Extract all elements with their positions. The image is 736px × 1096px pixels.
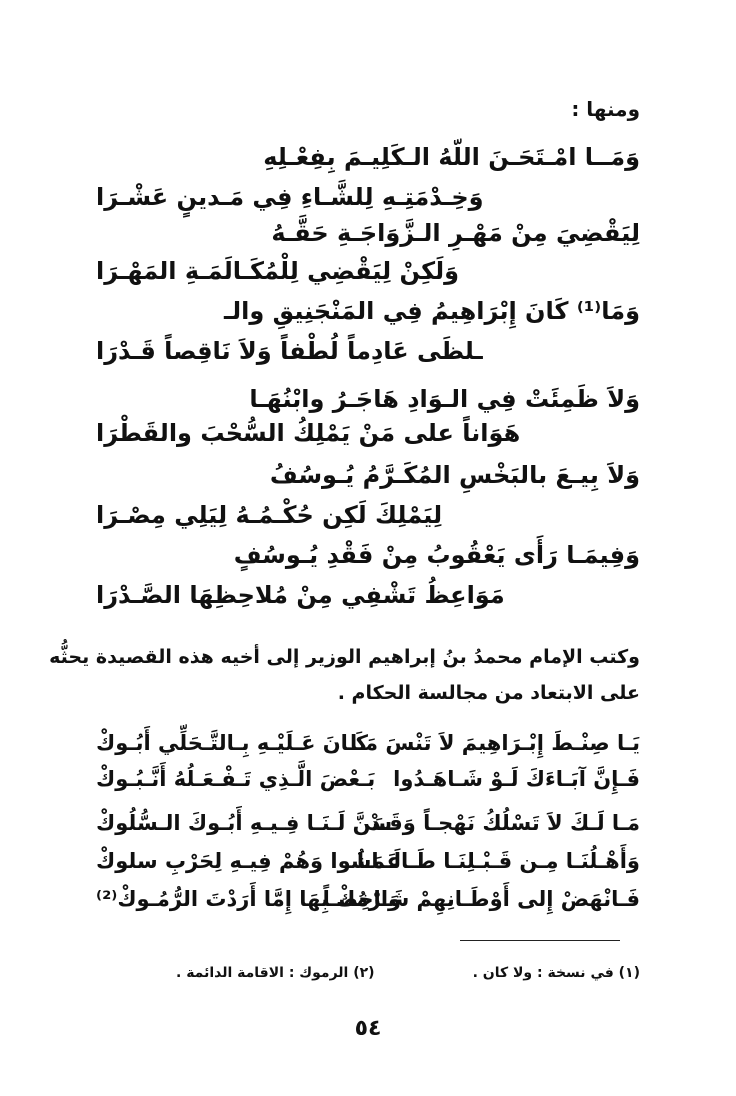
verse-line: وَمَــا امْـتَحَـنَ اللّهُ الـكَلِيـمَ بِفِعْـلِهِ [263, 143, 640, 171]
verse-second-hemistich: وَارْمُكْ بِهَا إِمَّا أَرَدْتَ الرُّمُـوكْ⁽²⁾ [96, 887, 402, 911]
verse-second-hemistich: عَـاشُوا وَهُمْ فِيـهِ لِحَرْبِ سلوكْ [96, 849, 401, 873]
verse-second-hemistich: بَـعْضَ الَّـذِي تَـفْـعَـلُهُ أَنَّـبُـوكْ [96, 767, 376, 791]
verse-first-hemistich: فَـانْهَضْ إِلى أَوْطَـانِهِمْ شَـاخِصـاً [322, 887, 640, 911]
verse-line: وَلاَ ظَمِئَتْ فِي الـوَادِ هَاجَـرُ وابْنُهَـا [249, 385, 640, 413]
verse-first-hemistich: وَأَهْـلُنَـا مِـن قَـبْـلِنَـا طَـالَـمَـا [356, 849, 640, 873]
verse-first-hemistich: فَـإِنَّ آبَـاءَكَ لَـوْ شَـاهَـدُوا [393, 767, 640, 791]
verse-line: هَوَاناً على مَنْ يَمْلِكُ السُّحْبَ والقَطْرَا [96, 419, 521, 447]
verse-second-hemistich: كَـانَ عَـلَيْـهِ بِـالتَّـحَلِّي أَبُـوكْ [96, 731, 368, 755]
verse-second-hemistich: سَنَّ لَـنَـا فِـيـهِ أَبُـوكَ الـسُّلُوكْ [96, 811, 393, 835]
verse-line: مَوَاعِظُ تَشْفِي مِنْ مُلاحِظِهَا الصَّـدْرَا [96, 581, 505, 609]
verse-couplet [96, 882, 640, 916]
verse-first-hemistich: مَـا لَـكَ لاَ تَسْلُكُ نَهْجـاً وَقَـدْ [369, 811, 640, 835]
verse-couplet [96, 726, 640, 760]
verse-line: وَمَا⁽¹⁾ كَانَ إِبْرَاهِيمُ فِي المَنْجَنِيقِ والـ [223, 297, 640, 325]
prose-paragraph-line: وكتب الإمام محمدُ بنُ إبراهيم الوزير إلى أخيه هذه القصيدة يحثُّه [49, 646, 640, 668]
footnote-1: (١) في نسخة : ولا كان . [472, 965, 640, 981]
footnote-divider [460, 940, 620, 941]
verse-couplet [96, 806, 640, 840]
verse-line: لِيَمْلِكَ لَكِن حُكْـمُـهُ لِيَلِي مِصْـرَا [96, 501, 443, 529]
verse-first-hemistich: يَـا صِنْـطَ إِبْـرَاهِيمَ لاَ تَنْسَ مَـا [349, 731, 640, 755]
verse-line: وَلاَ بِيـعَ بالبَخْسِ المُكَـرَّمُ يُـوسُفُ [269, 461, 640, 489]
section-heading: ومنها : [571, 97, 640, 121]
prose-paragraph-line: على الابتعاد من مجالسة الحكام . [337, 682, 640, 704]
footnote-2: (٢) الرموك : الاقامة الدائمة . [176, 965, 375, 981]
verse-line: وَخِـدْمَتِـهِ لِلشَّـاءِ فِي مَـدينٍ عَشْـرَا [96, 183, 484, 211]
verse-line: ـلظَى عَادِماً لُطْفاً وَلاَ نَاقِصاً قَـدْرَا [96, 337, 483, 365]
verse-couplet [96, 762, 640, 796]
verse-line: وَلَكِنْ لِيَقْضِي لِلْمُكَـالَمَـةِ المَهْـرَا [96, 257, 460, 285]
verse-line: لِيَقْضِيَ مِنْ مَهْـرِ الـزَّوَاجَـةِ حَقَّـهُ [271, 219, 640, 247]
page-number: ٥٤ [354, 1016, 382, 1041]
verse-line: وَفِيمَـا رَأَى يَعْقُوبُ مِنْ فَقْدِ يُـوسُفٍ [233, 541, 640, 569]
verse-couplet [96, 844, 640, 878]
